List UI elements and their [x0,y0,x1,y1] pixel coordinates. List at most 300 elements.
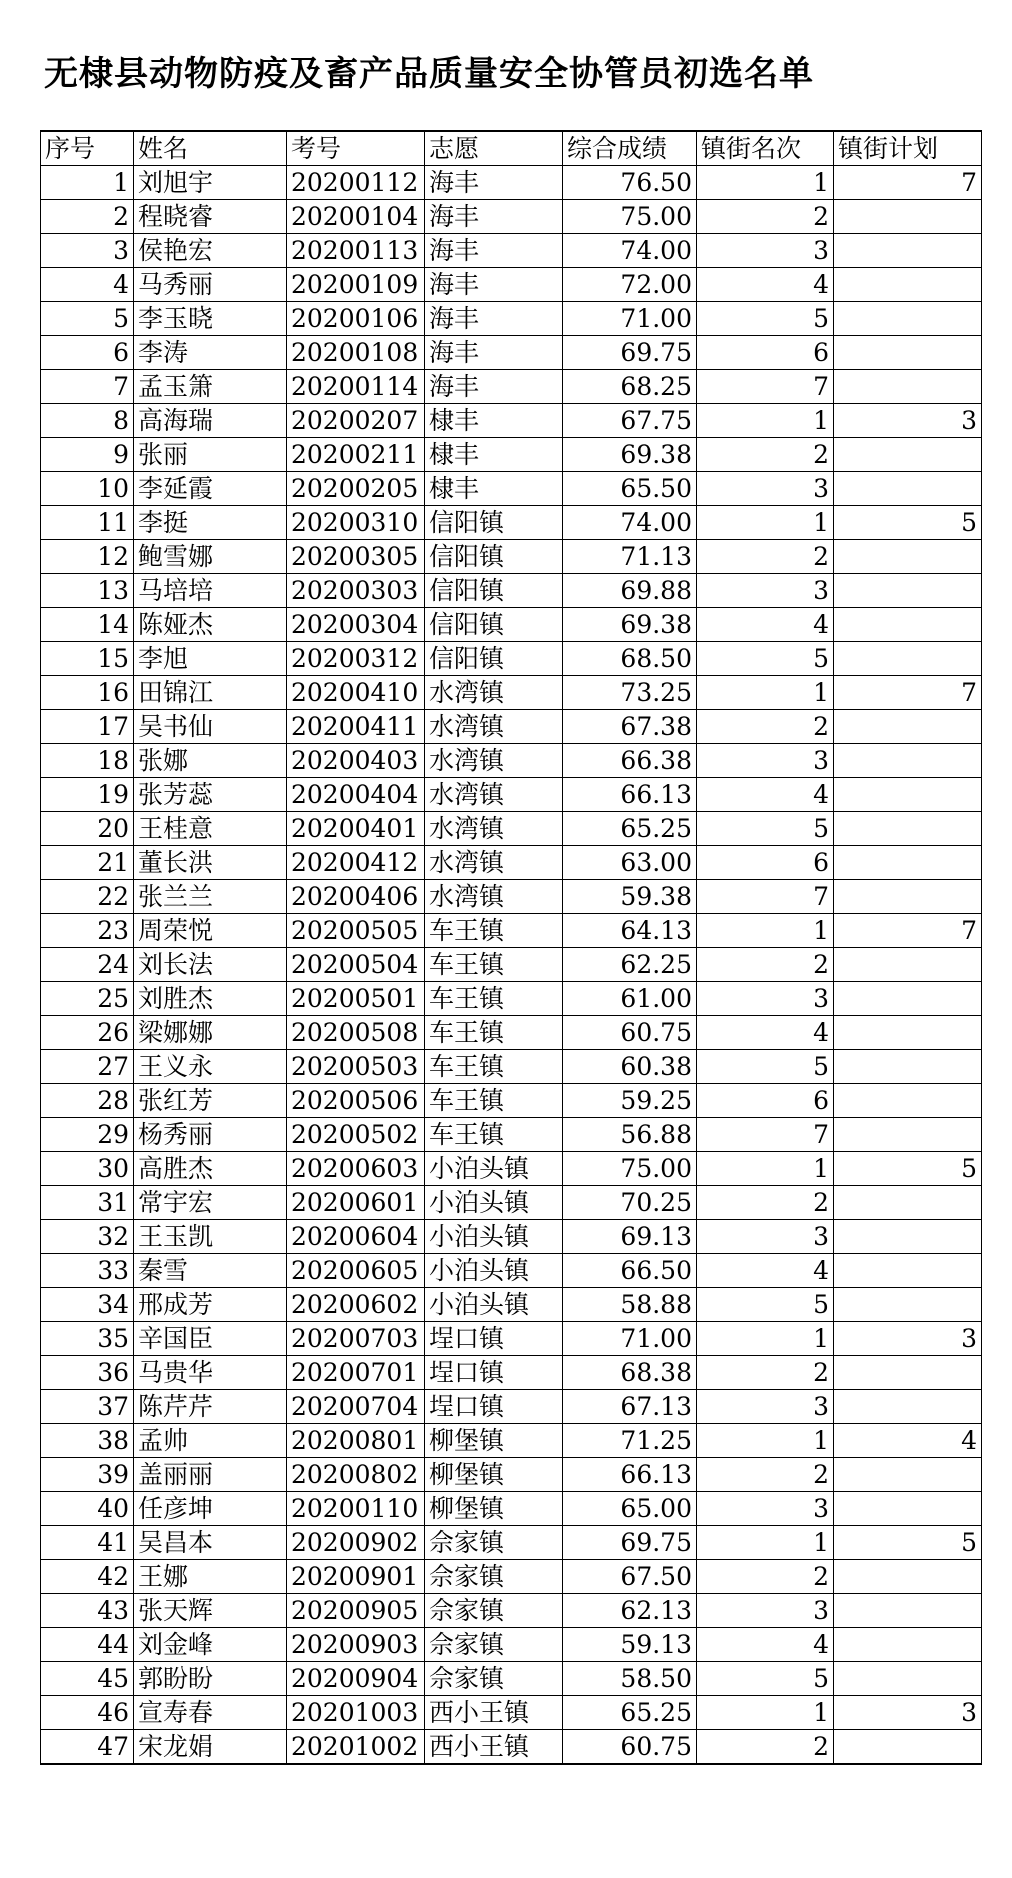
table-row [41,1084,982,1118]
cell-town-rank: 4 [697,1628,834,1662]
cell-score: 65.25 [563,1696,697,1730]
cell-exam-id: 20200211 [287,438,425,472]
table-row [41,302,982,336]
cell-name: 郭盼盼 [134,1662,287,1696]
cell-score: 69.38 [563,608,697,642]
cell-score: 74.00 [563,506,697,540]
table-row [41,676,982,710]
cell-seq: 1 [41,166,134,200]
cell-choice: 车王镇 [425,1016,563,1050]
cell-score: 71.25 [563,1424,697,1458]
cell-town-rank: 1 [697,676,834,710]
cell-town-rank: 6 [697,1084,834,1118]
cell-choice: 埕口镇 [425,1322,563,1356]
cell-exam-id: 20200508 [287,1016,425,1050]
cell-score: 62.25 [563,948,697,982]
cell-town-rank: 5 [697,302,834,336]
cell-exam-id: 20200602 [287,1288,425,1322]
cell-name: 张红芳 [134,1084,287,1118]
table-row [41,1458,982,1492]
table-row [41,1254,982,1288]
cell-name: 张丽 [134,438,287,472]
table-row [41,1118,982,1152]
cell-town-plan: 5 [834,1152,982,1186]
cell-town-plan: 7 [834,914,982,948]
cell-town-plan [834,1356,982,1390]
cell-exam-id: 20200304 [287,608,425,642]
cell-exam-id: 20201002 [287,1730,425,1765]
cell-town-plan: 3 [834,1696,982,1730]
cell-exam-id: 20200601 [287,1186,425,1220]
cell-name: 秦雪 [134,1254,287,1288]
cell-name: 侯艳宏 [134,234,287,268]
table-row [41,710,982,744]
cell-seq: 32 [41,1220,134,1254]
cell-town-plan [834,1016,982,1050]
cell-town-rank: 1 [697,1322,834,1356]
cell-town-plan [834,948,982,982]
cell-score: 73.25 [563,676,697,710]
cell-exam-id: 20200502 [287,1118,425,1152]
cell-score: 68.50 [563,642,697,676]
cell-town-rank: 1 [697,1526,834,1560]
cell-seq: 6 [41,336,134,370]
cell-score: 71.00 [563,302,697,336]
cell-name: 宣寿春 [134,1696,287,1730]
header-score: 综合成绩 [563,131,697,166]
cell-seq: 43 [41,1594,134,1628]
cell-town-plan: 7 [834,676,982,710]
table-row [41,982,982,1016]
cell-score: 60.38 [563,1050,697,1084]
cell-name: 李涛 [134,336,287,370]
cell-score: 62.13 [563,1594,697,1628]
cell-town-plan [834,1458,982,1492]
cell-town-rank: 1 [697,166,834,200]
cell-name: 常宇宏 [134,1186,287,1220]
cell-town-plan [834,1288,982,1322]
cell-score: 58.88 [563,1288,697,1322]
cell-exam-id: 20200110 [287,1492,425,1526]
cell-seq: 27 [41,1050,134,1084]
cell-seq: 20 [41,812,134,846]
cell-score: 65.25 [563,812,697,846]
cell-score: 75.00 [563,200,697,234]
cell-town-plan: 3 [834,1322,982,1356]
cell-choice: 信阳镇 [425,642,563,676]
table-row [41,166,982,200]
cell-name: 李挺 [134,506,287,540]
cell-seq: 25 [41,982,134,1016]
cell-seq: 42 [41,1560,134,1594]
cell-score: 72.00 [563,268,697,302]
cell-exam-id: 20200403 [287,744,425,778]
cell-name: 张兰兰 [134,880,287,914]
cell-name: 张芳蕊 [134,778,287,812]
cell-town-rank: 5 [697,1662,834,1696]
cell-town-rank: 3 [697,234,834,268]
cell-exam-id: 20200604 [287,1220,425,1254]
table-row [41,1016,982,1050]
cell-exam-id: 20200112 [287,166,425,200]
cell-choice: 小泊头镇 [425,1186,563,1220]
cell-choice: 佘家镇 [425,1560,563,1594]
cell-exam-id: 20200902 [287,1526,425,1560]
cell-name: 李延霞 [134,472,287,506]
cell-town-rank: 3 [697,1492,834,1526]
cell-exam-id: 20200406 [287,880,425,914]
cell-name: 马贵华 [134,1356,287,1390]
table-row [41,1288,982,1322]
table-row [41,778,982,812]
cell-choice: 水湾镇 [425,846,563,880]
table-row [41,948,982,982]
table-row [41,574,982,608]
cell-town-rank: 2 [697,438,834,472]
cell-town-plan [834,1084,982,1118]
cell-town-rank: 6 [697,846,834,880]
cell-choice: 水湾镇 [425,676,563,710]
cell-score: 60.75 [563,1016,697,1050]
cell-town-rank: 3 [697,982,834,1016]
cell-name: 杨秀丽 [134,1118,287,1152]
cell-town-rank: 4 [697,1254,834,1288]
table-row [41,1730,982,1765]
cell-score: 66.13 [563,1458,697,1492]
cell-town-rank: 4 [697,268,834,302]
cell-seq: 46 [41,1696,134,1730]
table-row [41,540,982,574]
cell-town-rank: 1 [697,506,834,540]
cell-exam-id: 20200503 [287,1050,425,1084]
cell-name: 辛国臣 [134,1322,287,1356]
cell-seq: 5 [41,302,134,336]
cell-name: 盖丽丽 [134,1458,287,1492]
cell-choice: 海丰 [425,302,563,336]
cell-score: 59.13 [563,1628,697,1662]
cell-name: 孟玉箫 [134,370,287,404]
cell-name: 鲍雪娜 [134,540,287,574]
cell-exam-id: 20200108 [287,336,425,370]
cell-choice: 海丰 [425,336,563,370]
cell-seq: 17 [41,710,134,744]
cell-exam-id: 20200401 [287,812,425,846]
cell-seq: 2 [41,200,134,234]
cell-choice: 埕口镇 [425,1356,563,1390]
cell-town-plan: 5 [834,506,982,540]
cell-name: 刘胜杰 [134,982,287,1016]
header-choice: 志愿 [425,131,563,166]
cell-town-plan [834,778,982,812]
cell-town-rank: 2 [697,1560,834,1594]
cell-name: 孟帅 [134,1424,287,1458]
cell-seq: 41 [41,1526,134,1560]
cell-score: 58.50 [563,1662,697,1696]
table-row [41,1662,982,1696]
table-row [41,846,982,880]
table-row [41,1186,982,1220]
cell-seq: 19 [41,778,134,812]
cell-exam-id: 20200903 [287,1628,425,1662]
cell-choice: 棣丰 [425,404,563,438]
cell-score: 68.38 [563,1356,697,1390]
cell-choice: 海丰 [425,166,563,200]
table-row [41,438,982,472]
cell-name: 陈娅杰 [134,608,287,642]
cell-town-rank: 2 [697,540,834,574]
cell-choice: 棣丰 [425,472,563,506]
cell-town-plan [834,1390,982,1424]
cell-score: 56.88 [563,1118,697,1152]
cell-town-rank: 2 [697,200,834,234]
cell-score: 65.00 [563,1492,697,1526]
cell-town-rank: 3 [697,1220,834,1254]
header-town-rank: 镇街名次 [697,131,834,166]
cell-seq: 44 [41,1628,134,1662]
cell-name: 刘金峰 [134,1628,287,1662]
cell-exam-id: 20200901 [287,1560,425,1594]
cell-town-rank: 3 [697,1390,834,1424]
cell-town-rank: 4 [697,1016,834,1050]
cell-town-rank: 3 [697,744,834,778]
cell-choice: 水湾镇 [425,744,563,778]
cell-exam-id: 20200504 [287,948,425,982]
cell-exam-id: 20200701 [287,1356,425,1390]
table-row [41,1628,982,1662]
cell-exam-id: 20200501 [287,982,425,1016]
cell-choice: 水湾镇 [425,812,563,846]
cell-seq: 23 [41,914,134,948]
table-row [41,608,982,642]
header-exam-id: 考号 [287,131,425,166]
cell-choice: 柳堡镇 [425,1492,563,1526]
cell-choice: 车王镇 [425,948,563,982]
cell-choice: 柳堡镇 [425,1424,563,1458]
cell-seq: 11 [41,506,134,540]
cell-name: 高海瑞 [134,404,287,438]
cell-choice: 小泊头镇 [425,1152,563,1186]
table-row [41,234,982,268]
cell-score: 67.38 [563,710,697,744]
cell-town-plan [834,1628,982,1662]
cell-town-plan [834,1594,982,1628]
cell-exam-id: 20200310 [287,506,425,540]
header-name: 姓名 [134,131,287,166]
table-row [41,200,982,234]
cell-choice: 车王镇 [425,1050,563,1084]
cell-exam-id: 20200605 [287,1254,425,1288]
cell-town-rank: 3 [697,574,834,608]
cell-choice: 佘家镇 [425,1662,563,1696]
cell-town-plan [834,268,982,302]
cell-score: 70.25 [563,1186,697,1220]
cell-exam-id: 20200802 [287,1458,425,1492]
cell-seq: 39 [41,1458,134,1492]
cell-town-rank: 1 [697,1696,834,1730]
cell-score: 67.75 [563,404,697,438]
cell-name: 马秀丽 [134,268,287,302]
cell-town-plan [834,1254,982,1288]
cell-score: 60.75 [563,1730,697,1765]
cell-town-plan [834,234,982,268]
cell-seq: 8 [41,404,134,438]
cell-score: 66.13 [563,778,697,812]
cell-seq: 31 [41,1186,134,1220]
cell-town-plan [834,302,982,336]
cell-seq: 47 [41,1730,134,1765]
cell-exam-id: 20200505 [287,914,425,948]
table-row [41,1050,982,1084]
cell-name: 王义永 [134,1050,287,1084]
cell-town-plan: 5 [834,1526,982,1560]
cell-score: 71.13 [563,540,697,574]
cell-seq: 45 [41,1662,134,1696]
cell-score: 67.50 [563,1560,697,1594]
cell-seq: 22 [41,880,134,914]
cell-town-rank: 1 [697,1152,834,1186]
cell-exam-id: 20200506 [287,1084,425,1118]
cell-choice: 信阳镇 [425,540,563,574]
cell-town-plan [834,1118,982,1152]
cell-town-plan: 3 [834,404,982,438]
cell-town-rank: 1 [697,404,834,438]
cell-exam-id: 20200303 [287,574,425,608]
cell-name: 陈芹芹 [134,1390,287,1424]
cell-town-plan [834,438,982,472]
cell-exam-id: 20200106 [287,302,425,336]
cell-exam-id: 20200904 [287,1662,425,1696]
cell-choice: 海丰 [425,200,563,234]
cell-seq: 33 [41,1254,134,1288]
cell-town-rank: 7 [697,1118,834,1152]
cell-choice: 海丰 [425,234,563,268]
cell-town-rank: 1 [697,914,834,948]
cell-town-plan [834,370,982,404]
page-title: 无棣县动物防疫及畜产品质量安全协管员初选名单 [44,54,814,94]
cell-name: 吴书仙 [134,710,287,744]
cell-exam-id: 20200410 [287,676,425,710]
cell-town-rank: 5 [697,812,834,846]
cell-score: 65.50 [563,472,697,506]
cell-exam-id: 20200104 [287,200,425,234]
cell-seq: 36 [41,1356,134,1390]
cell-town-rank: 2 [697,1186,834,1220]
table-row [41,914,982,948]
header-seq: 序号 [41,131,134,166]
cell-choice: 信阳镇 [425,506,563,540]
cell-town-plan [834,710,982,744]
cell-name: 高胜杰 [134,1152,287,1186]
header-row [41,131,982,166]
cell-name: 田锦江 [134,676,287,710]
cell-town-plan [834,744,982,778]
cell-town-plan [834,812,982,846]
cell-seq: 10 [41,472,134,506]
cell-score: 69.75 [563,1526,697,1560]
cell-seq: 13 [41,574,134,608]
cell-score: 68.25 [563,370,697,404]
cell-exam-id: 20201003 [287,1696,425,1730]
cell-town-plan: 7 [834,166,982,200]
cell-choice: 车王镇 [425,982,563,1016]
cell-town-plan [834,982,982,1016]
table-row [41,1152,982,1186]
cell-choice: 海丰 [425,268,563,302]
cell-choice: 佘家镇 [425,1628,563,1662]
cell-choice: 西小王镇 [425,1696,563,1730]
cell-choice: 西小王镇 [425,1730,563,1765]
table-row [41,1560,982,1594]
cell-score: 67.13 [563,1390,697,1424]
cell-exam-id: 20200411 [287,710,425,744]
cell-choice: 佘家镇 [425,1594,563,1628]
cell-score: 66.50 [563,1254,697,1288]
cell-town-plan [834,472,982,506]
cell-name: 刘旭宇 [134,166,287,200]
cell-town-plan [834,880,982,914]
cell-name: 王玉凯 [134,1220,287,1254]
cell-town-rank: 1 [697,1424,834,1458]
cell-town-plan [834,1730,982,1765]
cell-seq: 40 [41,1492,134,1526]
header-town-plan: 镇街计划 [834,131,982,166]
cell-score: 63.00 [563,846,697,880]
cell-seq: 30 [41,1152,134,1186]
cell-seq: 29 [41,1118,134,1152]
cell-choice: 信阳镇 [425,574,563,608]
cell-choice: 佘家镇 [425,1526,563,1560]
cell-exam-id: 20200801 [287,1424,425,1458]
cell-choice: 棣丰 [425,438,563,472]
cell-exam-id: 20200703 [287,1322,425,1356]
cell-name: 周荣悦 [134,914,287,948]
cell-name: 张娜 [134,744,287,778]
cell-seq: 28 [41,1084,134,1118]
cell-exam-id: 20200114 [287,370,425,404]
table-row [41,1390,982,1424]
cell-choice: 海丰 [425,370,563,404]
cell-town-rank: 5 [697,642,834,676]
cell-town-plan [834,1050,982,1084]
cell-exam-id: 20200207 [287,404,425,438]
cell-score: 69.88 [563,574,697,608]
cell-seq: 15 [41,642,134,676]
cell-seq: 37 [41,1390,134,1424]
cell-town-rank: 4 [697,778,834,812]
cell-name: 马培培 [134,574,287,608]
cell-town-rank: 4 [697,608,834,642]
cell-exam-id: 20200404 [287,778,425,812]
cell-town-plan [834,608,982,642]
cell-score: 74.00 [563,234,697,268]
cell-score: 69.38 [563,438,697,472]
cell-score: 61.00 [563,982,697,1016]
cell-seq: 21 [41,846,134,880]
cell-town-rank: 3 [697,1594,834,1628]
cell-exam-id: 20200412 [287,846,425,880]
cell-score: 69.75 [563,336,697,370]
cell-name: 程晓睿 [134,200,287,234]
cell-seq: 9 [41,438,134,472]
cell-seq: 38 [41,1424,134,1458]
cell-score: 71.00 [563,1322,697,1356]
cell-town-plan [834,1492,982,1526]
cell-choice: 车王镇 [425,1118,563,1152]
cell-choice: 车王镇 [425,914,563,948]
cell-town-rank: 3 [697,472,834,506]
cell-score: 69.13 [563,1220,697,1254]
cell-seq: 34 [41,1288,134,1322]
